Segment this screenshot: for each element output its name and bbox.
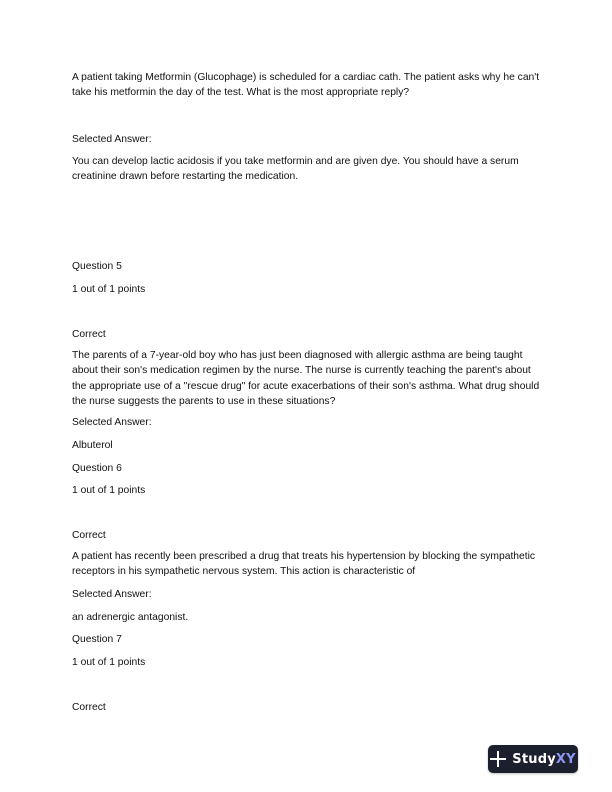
brand-logo-text: StudyXY bbox=[512, 751, 576, 767]
result-label: Correct bbox=[72, 702, 106, 713]
selected-answer-label: Selected Answer: bbox=[72, 134, 152, 145]
question-text: A patient taking Metformin (Glucophage) is scheduled for a cardiac cath. The patient asks why he can't take his metformin the day of the test. What is the most appropriate reply? bbox=[72, 72, 540, 99]
answer-text: Albuterol bbox=[72, 440, 113, 451]
question-text: The parents of a 7-year-old boy who has just been diagnosed with allergic asthma are being taught about their son's medication regimen by the nurse. The nurse is currently teaching the parent's about the appropriate use of a "rescue drug" for acute exacerbations of their son's asthma. What drug should the nurse suggests the parents to use in these situations? bbox=[72, 350, 540, 408]
selected-answer-label: Selected Answer: bbox=[72, 589, 152, 600]
result-label: Correct bbox=[72, 530, 106, 541]
points-text: 1 out of 1 points bbox=[72, 284, 146, 295]
question-number: Question 7 bbox=[72, 634, 122, 645]
studyxy-badge[interactable] bbox=[488, 745, 578, 773]
plus-icon bbox=[490, 751, 506, 767]
question-text: A patient has recently been prescribed a drug that treats his hypertension by blocking the sympathetic receptors in his sympathetic nervous system. This action is characteristic of bbox=[72, 551, 536, 578]
selected-answer-label: Selected Answer: bbox=[72, 417, 152, 428]
question-number: Question 6 bbox=[72, 463, 122, 474]
question-number: Question 5 bbox=[72, 261, 122, 272]
answer-text: You can develop lactic acidosis if you take metformin and are given dye. You should have a serum creatinine drawn before restarting the medication. bbox=[72, 156, 519, 183]
points-text: 1 out of 1 points bbox=[72, 485, 146, 496]
points-text: 1 out of 1 points bbox=[72, 657, 146, 668]
answer-text: an adrenergic antagonist. bbox=[72, 612, 189, 623]
result-label: Correct bbox=[72, 329, 106, 340]
